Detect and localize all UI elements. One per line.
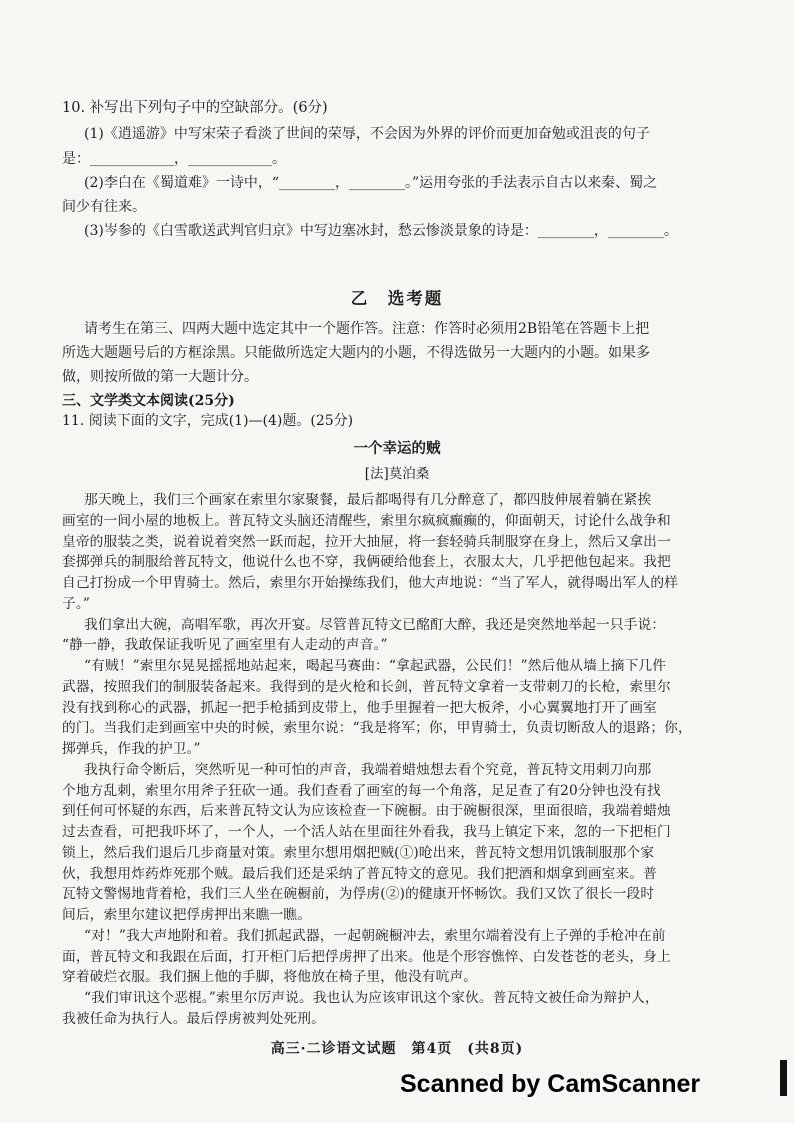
q10-line-3: (2)李白在《蜀道难》一诗中，“________，________。”运用夸张的手法表示自古以来秦、蜀之	[84, 175, 658, 191]
story-line-17: 过去查看，可把我吓坏了，一个人，一个活人站在里面往外看我，我马上镇定下来，忽的一下把柜门	[62, 824, 671, 841]
story-line-3: 皇帝的服装之类，说着说着突然一跃而起，拉开大抽屉，将一套轻骑兵制服穿在身上，然后又拿出一	[62, 533, 671, 550]
q10-line-1: (1)《逍遥游》中写宋荣子看淡了世间的荣辱，不会因为外界的评价而更加奋勉或沮丧的句子	[84, 126, 650, 142]
page-footer: 高三·二诊语文试题 第4页 (共8页)	[270, 1041, 524, 1057]
section-title: 乙 选考题	[350, 289, 444, 308]
question-10-title: 10. 补写出下列句子中的空缺部分。(6分)	[62, 100, 328, 116]
story-line-16: 到任何可怀疑的东西，后来普瓦特文认为应该检查一下碗橱。由于碗橱很深，里面很暗，我端着蜡烛	[62, 803, 671, 820]
story-line-7: 我们拿出大碗，高唱军歌，再次开宴。尽管普瓦特文已酩酊大醉，我还是突然地举起一只手说：	[84, 616, 666, 633]
story-line-14: 我执行命令断后，突然听见一种可怕的声音，我端着蜡烛想去看个究竟，普瓦特文用刺刀向那	[84, 761, 652, 778]
q10-line-5: (3)岑参的《白雪歌送武判官归京》中写边塞冰封，愁云惨淡景象的诗是：________，________。	[84, 223, 678, 239]
story-line-20: 瓦特文警惕地背着枪，我们三人坐在碗橱前，为俘虏(②)的健康开怀畅饮。我们又饮了很长一段时	[62, 886, 655, 903]
story-line-9: “有贼！”索里尔晃晃摇摇地站起来，喝起马赛曲：“拿起武器，公民们！”然后他从墙上摘下几件	[84, 658, 667, 675]
story-line-2: 画室的一间小屋的地板上。普瓦特文头脑还清醒些，索里尔疯疯癫癫的，仰面朝天，讨论什么战争和	[62, 512, 671, 529]
story-line-19: 伙，我想用炸药炸死那个贼。最后我们还是采纳了普瓦特文的意见。我们把酒和烟拿到画室来。普	[62, 865, 658, 882]
story-line-10: 武器，按照我们的制服装备起来。我得到的是火枪和长剑，普瓦特文拿着一支带刺刀的长枪，索里尔	[62, 678, 671, 695]
story-line-24: 穿着破烂衣服。我们捆上他的手脚，将他放在椅子里，他没有吭声。	[62, 969, 478, 986]
story-line-8: “静一静，我敢保证我听见了画室里有人走动的声音。”	[62, 637, 388, 654]
instructions-line-1: 请考生在第三、四两大题中选定其中一个题作答。注意：作答时必须用2B铅笔在答题卡上把	[84, 321, 650, 337]
story-line-4: 套掷弹兵的制服给普瓦特文，他说什么也不穿，我俩硬给他套上，衣服太大，几乎把他包起来。我把	[62, 554, 671, 571]
q10-line-4: 间少有往来。	[62, 199, 146, 215]
part-3-heading: 三、文学类文本阅读(25分)	[62, 393, 235, 409]
story-line-1: 那天晚上，我们三个画家在索里尔家聚餐，最后都喝得有几分醉意了，都四肢伸展着躺在紧挨	[84, 492, 652, 508]
story-line-23: 面，普瓦特文和我跟在后面，打开柜门后把俘虏押了出来。他是个形容憔悴、白发苍苍的老头，身上	[62, 948, 671, 965]
story-line-21: 间后，索里尔建议把俘虏押出来瞧一瞧。	[62, 907, 312, 924]
story-line-15: 个地方乱刺，索里尔用斧子狂砍一通。我们查看了画室的每一个角落，足足查了有20分钟也没有找	[62, 782, 661, 799]
story-author: [法]莫泊桑	[364, 466, 430, 482]
story-line-13: 掷弹兵，作我的护卫。”	[62, 741, 201, 758]
story-line-12: 的门。当我们走到画室中央的时候，索里尔说：“我是将军；你，甲胄骑士，负责切断敌人的退路；你，	[62, 720, 692, 737]
story-line-22: “对！”我大声地附和着。我们抓起武器，一起朝碗橱冲去，索里尔端着没有上子弹的手枪冲在前	[84, 927, 666, 944]
q10-line-2: 是：____________，____________。	[62, 151, 286, 167]
question-11-title: 11. 阅读下面的文字，完成(1)—(4)题。(25分)	[62, 413, 354, 429]
camscanner-watermark: Scanned by CamScanner	[400, 1070, 701, 1098]
scan-edge	[780, 1060, 787, 1096]
instructions-line-3: 做，则按所做的第一大题计分。	[62, 369, 258, 385]
story-title: 一个幸运的贼	[353, 440, 441, 457]
story-line-18: 锁上，然后我们退后几步商量对策。索里尔想用烟把贼(①)呛出来，普瓦特文想用饥饿制服那个家	[62, 844, 655, 861]
story-line-5: 自己打扮成一个甲胄骑士。然后，索里尔开始操练我们，他大声地说：“当了军人，就得喝出军人的样	[62, 575, 679, 592]
instructions-line-2: 所选大题题号后的方框涂黑。只能做所选定大题内的小题，不得选做另一大题内的小题。如果多	[62, 345, 650, 361]
story-line-11: 没有找到称心的武器，抓起一把手枪插到皮带上，他手里握着一把大板斧，小心翼翼地打开了画室	[62, 699, 658, 716]
story-line-26: 我被任命为执行人。最后俘虏被判处死刑。	[62, 1011, 325, 1027]
story-line-6: 子。”	[62, 595, 90, 612]
story-line-25: “我们审讯这个恶棍。”索里尔厉声说。我也认为应该审讯这个家伙。普瓦特文被任命为辩护人，	[84, 990, 659, 1007]
